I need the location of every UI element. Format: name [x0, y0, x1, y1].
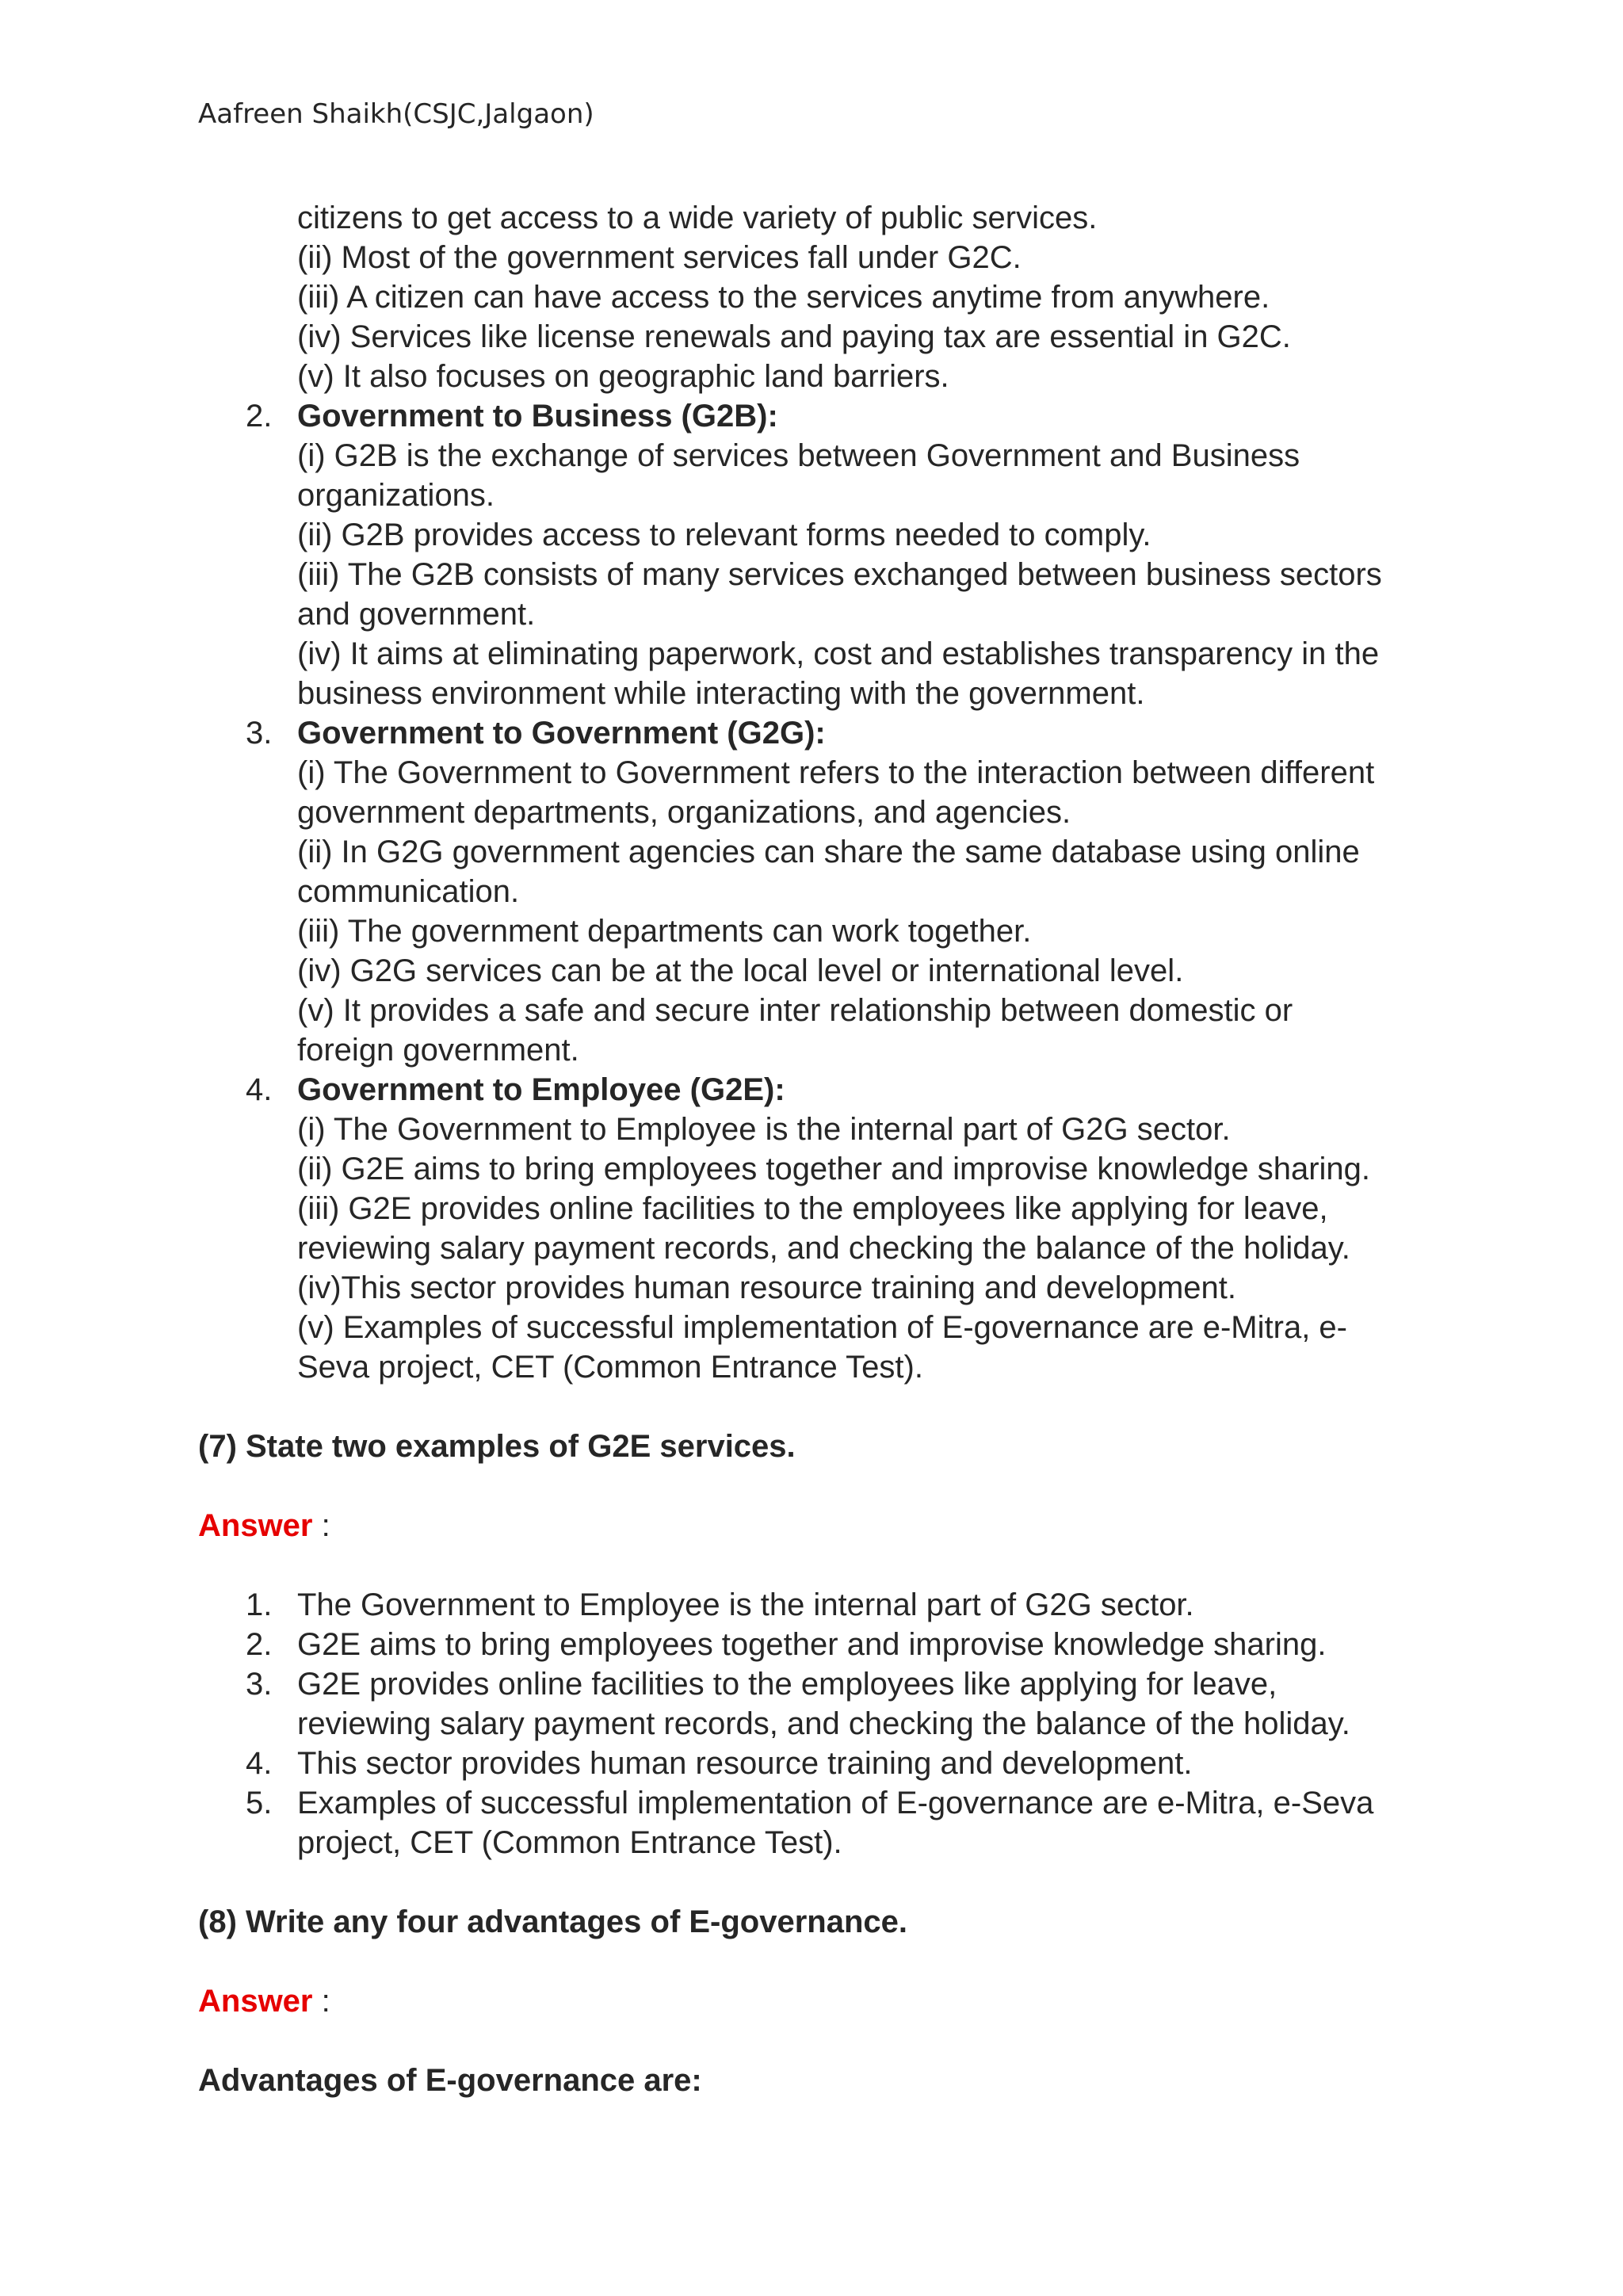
text-line: (iv) Services like license renewals and paying tax are essential in G2C. — [297, 319, 1291, 354]
text-line: reviewing salary payment records, and checking the balance of the holiday. — [297, 1231, 1350, 1266]
question-7: (7) State two examples of G2E services. — [198, 1429, 796, 1464]
text-line: Seva project, CET (Common Entrance Test). — [297, 1350, 923, 1385]
text-line: business environment while interacting with the government. — [297, 676, 1145, 711]
text-line: (iv) It aims at eliminating paperwork, cost and establishes transparency in the — [297, 636, 1380, 671]
text-line: government departments, organizations, and agencies. — [297, 795, 1071, 830]
text-line: (iii) G2E provides online facilities to the employees like applying for leave, — [297, 1191, 1328, 1226]
page-header: Aafreen Shaikh(CSJC,Jalgaon) — [198, 98, 594, 130]
text-line: (ii) Most of the government services fall under G2C. — [297, 240, 1022, 275]
text-line: G2E provides online facilities to the employees like applying for leave, — [297, 1667, 1277, 1702]
text-line: The Government to Employee is the internal part of G2G sector. — [297, 1587, 1194, 1622]
list-number: 5. — [246, 1786, 273, 1820]
list-number: 4. — [246, 1072, 273, 1107]
text-line: Examples of successful implementation of E-governance are e-Mitra, e-Seva — [297, 1786, 1374, 1820]
advantages-subheading: Advantages of E-governance are: — [198, 2063, 702, 2098]
answer-label: Answer — [198, 1508, 313, 1543]
text-line: (ii) G2E aims to bring employees together and improvise knowledge sharing. — [297, 1152, 1371, 1186]
answer-item — [198, 1625, 1434, 1664]
answer-7-label-row — [198, 1506, 1434, 1545]
text-line: (ii) G2B provides access to relevant forms needed to comply. — [297, 518, 1151, 552]
answer-item — [198, 1585, 1434, 1625]
text-line: (i) The Government to Employee is the internal part of G2G sector. — [297, 1112, 1231, 1147]
text-line: (i) The Government to Government refers to the interaction between different — [297, 755, 1375, 790]
text-line: (iv) G2G services can be at the local level or international level. — [297, 953, 1184, 988]
text-line: (iii) The government departments can work together. — [297, 914, 1032, 949]
text-line: (v) It provides a safe and secure inter relationship between domestic or — [297, 993, 1293, 1028]
text-line: project, CET (Common Entrance Test). — [297, 1825, 842, 1860]
list-item-g2b — [198, 396, 1434, 713]
answer-item — [198, 1783, 1434, 1862]
text-line: (v) It also focuses on geographic land barriers. — [297, 359, 949, 394]
answer-item — [198, 1664, 1434, 1744]
text-line: communication. — [297, 874, 520, 909]
list-item-g2g — [198, 713, 1434, 1070]
list-number: 2. — [246, 399, 273, 434]
text-line: (iii) The G2B consists of many services exchanged between business sectors — [297, 557, 1382, 592]
list-number: 2. — [246, 1627, 273, 1662]
section-title: Government to Employee (G2E): — [297, 1072, 785, 1107]
spacer — [198, 1545, 1434, 1585]
text-line: This sector provides human resource training and development. — [297, 1746, 1193, 1781]
text-line: organizations. — [297, 478, 495, 513]
text-line: (v) Examples of successful implementation of E-governance are e-Mitra, e- — [297, 1310, 1347, 1345]
text-line: (iv)This sector provides human resource training and development. — [297, 1270, 1237, 1305]
text-line: citizens to get access to a wide variety of public services. — [297, 201, 1098, 235]
text-line: foreign government. — [297, 1033, 579, 1068]
question-8: (8) Write any four advantages of E-governance. — [198, 1904, 908, 1939]
list-number: 3. — [246, 1667, 273, 1702]
list-number: 3. — [246, 716, 273, 751]
list-number: 1. — [246, 1587, 273, 1622]
text-line: and government. — [297, 597, 536, 632]
text-line: reviewing salary payment records, and checking the balance of the holiday. — [297, 1706, 1350, 1741]
text-line: (i) G2B is the exchange of services between Government and Business — [297, 438, 1300, 473]
answer-separator: : — [312, 1508, 330, 1543]
text-line: (ii) In G2G government agencies can share the same database using online — [297, 835, 1360, 869]
answer-separator: : — [312, 1984, 330, 2019]
text-line: G2E aims to bring employees together and improvise knowledge sharing. — [297, 1627, 1327, 1662]
list-number: 4. — [246, 1746, 273, 1781]
text-line: (iii) A citizen can have access to the services anytime from anywhere. — [297, 280, 1270, 315]
list-item-g2e — [198, 1070, 1434, 1387]
g2c-continuation — [198, 198, 1434, 396]
section-title: Government to Business (G2B): — [297, 399, 778, 434]
answer-8-label-row — [198, 1981, 1434, 2021]
answer-label: Answer — [198, 1984, 313, 2019]
page-content — [198, 198, 1434, 2100]
answer-item — [198, 1744, 1434, 1783]
section-title: Government to Government (G2G): — [297, 716, 826, 751]
